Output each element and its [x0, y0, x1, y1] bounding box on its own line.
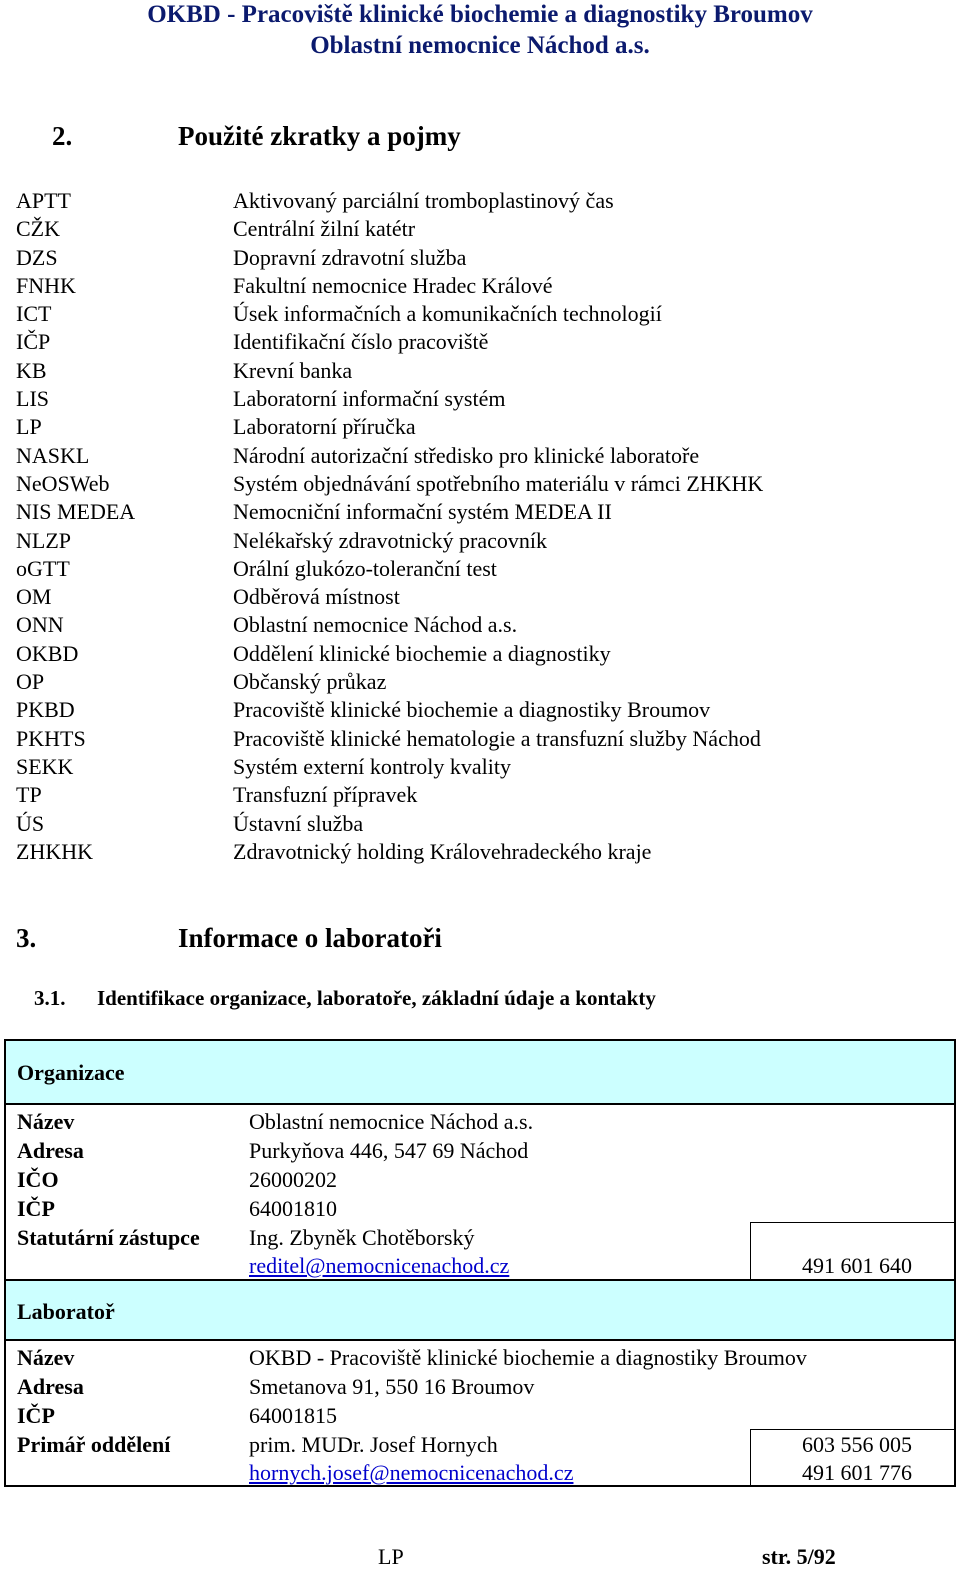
abbreviation-row: [16, 498, 916, 526]
abbreviation-code: SEKK: [16, 753, 74, 779]
lab-primar-top-line: [750, 1429, 954, 1430]
organization-info-table: [4, 1039, 956, 1487]
lab-primar-email-link[interactable]: hornych.josef@nemocnicenachod.cz: [249, 1460, 574, 1485]
org-address-label: Adresa: [17, 1138, 84, 1163]
section-3-1-title: Identifikace organizace, laboratoře, základní údaje a kontakty: [97, 986, 656, 1010]
footer-page-number: str. 5/92: [762, 1544, 836, 1569]
abbreviation-row: [16, 470, 916, 498]
abbreviation-code: OM: [16, 584, 52, 610]
abbreviation-row: [16, 810, 916, 838]
abbreviation-row: [16, 668, 916, 696]
abbreviation-description: Systém externí kontroly kvality: [233, 753, 512, 779]
abbreviation-code: ONN: [16, 612, 64, 638]
org-row-name: [6, 1107, 954, 1136]
abbreviation-description: Aktivovaný parciální tromboplastinový čas: [233, 188, 614, 213]
abbreviation-row: [16, 640, 916, 668]
org-row-statutar-contact: [6, 1251, 954, 1280]
org-ico-label: IČO: [17, 1167, 59, 1192]
abbreviation-row: [16, 838, 916, 866]
organizace-heading-label: Organizace: [17, 1060, 125, 1085]
lab-name-label: Název: [17, 1345, 75, 1370]
abbreviation-list: [16, 187, 916, 866]
header-line-2: Oblastní nemocnice Náchod a.s.: [310, 32, 650, 59]
lab-row-primar-contact: [6, 1458, 954, 1487]
abbreviation-code: oGTT: [16, 555, 70, 581]
abbreviation-description: Odběrová místnost: [233, 584, 400, 610]
lab-row-name: [6, 1343, 954, 1372]
abbreviation-code: OP: [16, 669, 45, 695]
abbreviation-code: IČP: [16, 329, 51, 355]
abbreviation-row: [16, 300, 916, 328]
abbreviation-row: [16, 442, 916, 470]
section-3-number: 3.: [16, 923, 37, 953]
org-row-icp: [6, 1194, 954, 1223]
abbreviation-description: Oddělení klinické biochemie a diagnostiky: [233, 640, 611, 666]
abbreviation-description: Dopravní zdravotní služba: [233, 244, 467, 270]
abbreviation-code: NeOSWeb: [16, 470, 110, 496]
abbreviation-code: LIS: [16, 386, 49, 412]
abbreviation-description: Zdravotnický holding Královehradeckého kraje: [233, 838, 652, 864]
org-icp-label: IČP: [17, 1196, 55, 1221]
abbreviation-code: DZS: [16, 244, 58, 270]
abbreviation-code: NASKL: [16, 442, 90, 468]
abbreviation-row: [16, 781, 916, 809]
abbreviation-description: Oblastní nemocnice Náchod a.s.: [233, 612, 518, 638]
org-statutar-name: Ing. Zbyněk Chotěborský: [249, 1225, 475, 1250]
org-statutar-email-link[interactable]: reditel@nemocnicenachod.cz: [249, 1253, 510, 1278]
abbreviation-code: CŽK: [16, 216, 60, 242]
org-statutar-label: Statutární zástupce: [17, 1225, 200, 1250]
abbreviation-row: [16, 215, 916, 243]
abbreviation-code: LP: [16, 414, 42, 440]
abbreviation-description: Systém objednávání spotřebního materiálu v rámci ZHKHK: [233, 470, 764, 496]
abbreviation-description: Transfuzní přípravek: [233, 782, 418, 808]
abbreviation-row: [16, 725, 916, 753]
abbreviation-row: [16, 555, 916, 583]
abbreviation-code: TP: [16, 782, 42, 808]
abbreviation-description: Pracoviště klinické biochemie a diagnostiky Broumov: [233, 697, 711, 723]
lab-phone-divider: [750, 1430, 751, 1485]
abbreviation-description: Laboratorní informační systém: [233, 386, 506, 412]
abbreviation-description: Úsek informačních a komunikačních technologií: [233, 301, 662, 327]
abbreviation-description: Ústavní služba: [233, 810, 364, 836]
abbreviation-code: PKBD: [16, 697, 75, 723]
abbreviation-row: [16, 187, 916, 215]
lab-name-value: OKBD - Pracoviště klinické biochemie a diagnostiky Broumov: [249, 1345, 807, 1370]
abbreviation-code: NLZP: [16, 527, 71, 553]
abbreviation-row: [16, 357, 916, 385]
lab-row-primar: [6, 1430, 954, 1459]
abbreviation-row: [16, 753, 916, 781]
section-2-title: Použité zkratky a pojmy: [178, 121, 461, 151]
laborator-heading: [6, 1279, 954, 1341]
section-2-number: 2.: [52, 121, 73, 151]
header-line-1: OKBD - Pracoviště klinické biochemie a diagnostiky Broumov: [147, 1, 813, 28]
abbreviation-row: [16, 272, 916, 300]
footer-doc-code: LP: [378, 1544, 404, 1569]
abbreviation-row: [16, 244, 916, 272]
organizace-body: [6, 1105, 954, 1279]
abbreviation-row: [16, 696, 916, 724]
lab-icp-value: 64001815: [249, 1403, 337, 1428]
abbreviation-code: ÚS: [16, 810, 45, 836]
abbreviation-row: [16, 527, 916, 555]
lab-primar-name: prim. MUDr. Josef Hornych: [249, 1432, 498, 1457]
abbreviation-description: Orální glukózo-toleranční test: [233, 555, 497, 581]
abbreviation-description: Pracoviště klinické hematologie a transfuzní služby Náchod: [233, 725, 761, 751]
abbreviation-description: Fakultní nemocnice Hradec Králové: [233, 272, 553, 298]
abbreviation-description: Laboratorní příručka: [233, 414, 416, 440]
org-name-value: Oblastní nemocnice Náchod a.s.: [249, 1109, 534, 1134]
lab-primar-label: Primář oddělení: [17, 1432, 171, 1457]
lab-primar-phone-2: 491 601 776: [802, 1460, 912, 1485]
org-statutar-top-line: [750, 1222, 954, 1223]
laborator-body: [6, 1341, 954, 1485]
abbreviation-row: [16, 328, 916, 356]
abbreviation-code: NIS MEDEA: [16, 499, 136, 525]
lab-icp-label: IČP: [17, 1403, 55, 1428]
organizace-heading: [6, 1041, 954, 1105]
abbreviation-description: Centrální žilní katétr: [233, 216, 416, 242]
org-statutar-phone: 491 601 640: [802, 1253, 912, 1278]
section-3-title: Informace o laboratoři: [178, 923, 442, 953]
abbreviation-code: FNHK: [16, 272, 76, 298]
lab-primar-phone-1: 603 556 005: [802, 1432, 912, 1457]
org-row-statutar: [6, 1223, 954, 1252]
section-3-1-number: 3.1.: [34, 986, 66, 1010]
abbreviation-code: KB: [16, 357, 47, 383]
abbreviation-description: Nemocniční informační systém MEDEA II: [233, 499, 612, 525]
org-ico-value: 26000202: [249, 1167, 337, 1192]
org-icp-value: 64001810: [249, 1196, 337, 1221]
abbreviation-code: ICT: [16, 301, 52, 327]
org-phone-divider: [750, 1223, 751, 1279]
org-row-address: [6, 1136, 954, 1165]
lab-address-label: Adresa: [17, 1374, 84, 1399]
abbreviation-code: APTT: [16, 188, 71, 213]
lab-address-value: Smetanova 91, 550 16 Broumov: [249, 1374, 535, 1399]
abbreviation-code: PKHTS: [16, 725, 86, 751]
lab-row-icp: [6, 1401, 954, 1430]
abbreviation-row: [16, 385, 916, 413]
lab-row-address: [6, 1372, 954, 1401]
abbreviation-description: Krevní banka: [233, 357, 353, 383]
abbreviation-code: ZHKHK: [16, 838, 93, 864]
abbreviation-row: [16, 413, 916, 441]
org-row-ico: [6, 1165, 954, 1194]
abbreviation-description: Občanský průkaz: [233, 669, 387, 695]
abbreviation-description: Nelékařský zdravotnický pracovník: [233, 527, 547, 553]
abbreviation-description: Identifikační číslo pracoviště: [233, 329, 489, 355]
laborator-heading-label: Laboratoř: [17, 1299, 115, 1324]
abbreviation-description: Národní autorizační středisko pro klinické laboratoře: [233, 442, 700, 468]
org-address-value: Purkyňova 446, 547 69 Náchod: [249, 1138, 529, 1163]
org-name-label: Název: [17, 1109, 75, 1134]
abbreviation-row: [16, 583, 916, 611]
abbreviation-code: OKBD: [16, 640, 79, 666]
abbreviation-row: [16, 611, 916, 639]
